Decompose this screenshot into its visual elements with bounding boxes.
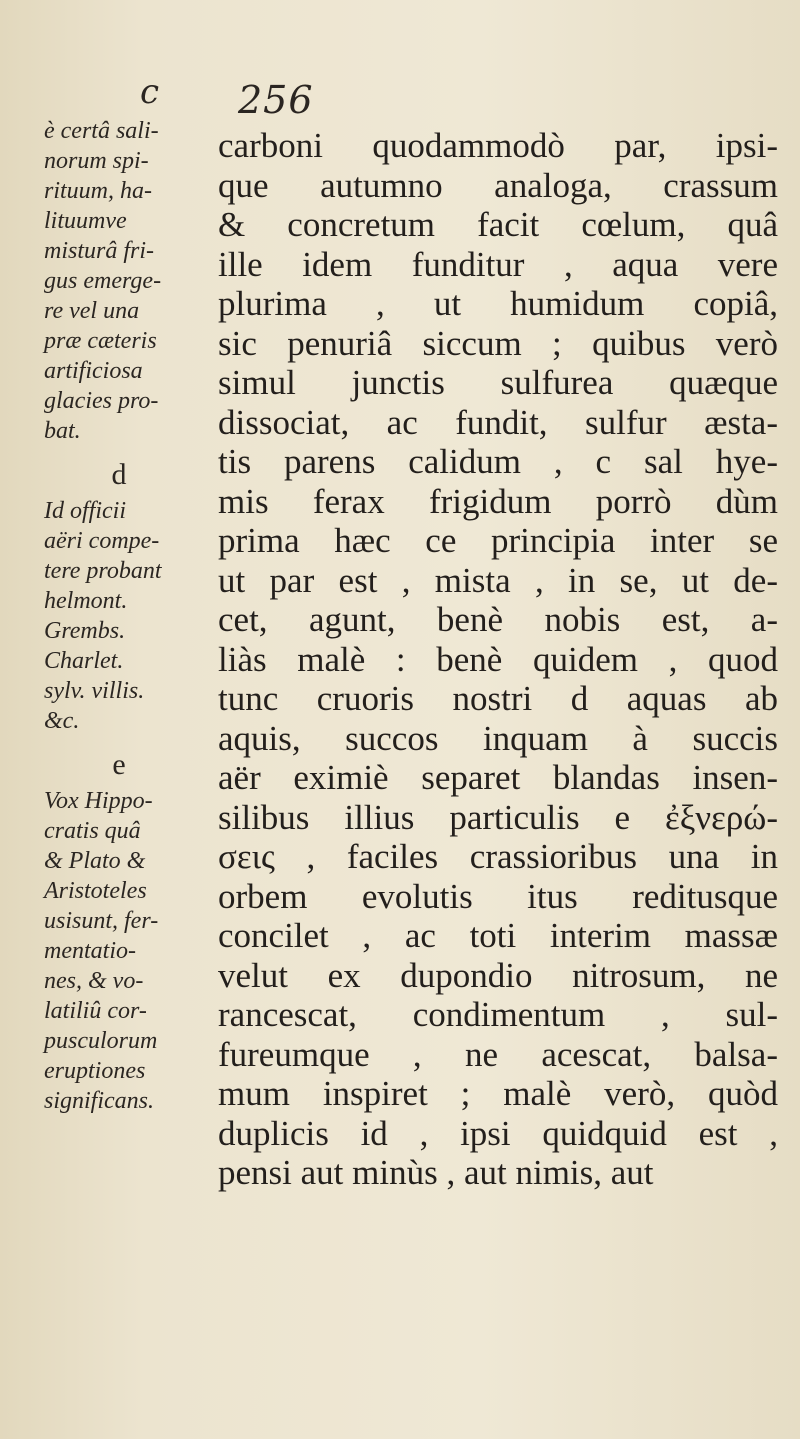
text-line: simul junctis sulfurea quæque (218, 363, 778, 402)
margin-note-line: misturâ fri- (44, 238, 155, 264)
margin-note-line: Id officii (44, 498, 126, 524)
margin-note-line: è certâ sali- (44, 118, 159, 144)
margin-note-line: eruptiones (44, 1058, 146, 1084)
margin-note-letter: e (112, 748, 126, 781)
margin-note-line: &c. (44, 708, 80, 734)
text-line: plurima , ut humidum copiâ, (218, 284, 778, 323)
margin-note-line: sylv. villis. (44, 678, 145, 704)
margin-note-line: usisunt, fer- (44, 908, 159, 934)
margin-notes (44, 116, 216, 1130)
margin-note-line: mentatio- (44, 938, 136, 964)
text-line: prima hæc ce principia inter se (218, 521, 778, 560)
margin-note-line: pusculorum (44, 1028, 158, 1054)
margin-note-line: & Plato & (44, 848, 146, 874)
main-text-column (218, 126, 778, 1193)
margin-note-line: Aristoteles (44, 878, 147, 904)
text-line: carboni quodammodò par, ipsi- (218, 126, 778, 165)
margin-note-letter: d (111, 458, 127, 491)
text-line: σεις , faciles crassioribus una in (218, 837, 778, 876)
margin-note-line: bat. (44, 418, 81, 444)
margin-note-line: latiliû cor- (44, 998, 147, 1024)
text-line: mum inspiret ; malè verò, quòd (218, 1074, 778, 1113)
text-line: rancescat, condimentum , sul- (218, 995, 778, 1034)
page-number: 256 (238, 78, 314, 122)
text-line: mis ferax frigidum porrò dùm (218, 481, 778, 521)
text-line: sic penuriâ siccum ; quibus verò (218, 323, 778, 363)
margin-note-line: norum spi- (44, 148, 149, 174)
text-line: que autumno analoga, crassum (218, 165, 778, 205)
margin-note-line: præ cæteris (44, 328, 157, 354)
margin-note-line: artificiosa (44, 358, 143, 384)
text-line: velut ex dupondio nitrosum, ne (218, 955, 778, 995)
margin-note-line: Vox Hippo- (44, 788, 153, 814)
text-line: duplicis id , ipsi quidquid est , (218, 1113, 778, 1153)
margin-note-line: tere probant (44, 558, 162, 584)
text-line: ut par est , mista , in se, ut de- (218, 560, 778, 600)
margin-note-line: Charlet. (44, 648, 124, 674)
text-line: orbem evolutis itus reditusque (218, 876, 778, 916)
margin-note-line: re vel una (44, 298, 140, 324)
text-line: aër eximiè separet blandas insen- (218, 758, 778, 797)
text-line: liàs malè : benè quidem , quod (218, 639, 778, 679)
margin-reference-letter: c (140, 72, 160, 112)
margin-note-line: rituum, ha- (44, 178, 152, 204)
text-line: fureumque , ne acescat, balsa- (218, 1034, 778, 1074)
margin-note-line: glacies pro- (44, 388, 159, 414)
text-line: concilet , ac toti interim massæ (218, 916, 778, 955)
page-header (0, 72, 800, 122)
text-line: & concretum facit cœlum, quâ (218, 205, 778, 244)
text-line: tis parens calidum , c sal hye- (218, 442, 778, 481)
text-line: tunc cruoris nostri d aquas ab (218, 679, 778, 718)
margin-note-line: significans. (44, 1088, 155, 1114)
margin-note (44, 460, 216, 736)
text-line: cet, agunt, benè nobis est, a- (218, 600, 778, 639)
text-line: aquis, succos inquam à succis (218, 718, 778, 758)
margin-note (44, 116, 216, 446)
margin-note-line: nes, & vo- (44, 968, 144, 994)
text-line: dissociat, ac fundit, sulfur æsta- (218, 402, 778, 442)
margin-note (44, 750, 216, 1116)
margin-note-line: aëri compe- (44, 528, 160, 554)
text-line: pensi aut minùs , aut nimis, aut (218, 1153, 654, 1192)
margin-note-line: helmont. (44, 588, 128, 614)
margin-note-line: Grembs. (44, 618, 126, 644)
text-line: ille idem funditur , aqua vere (218, 244, 778, 284)
margin-note-line: gus emerge- (44, 268, 162, 294)
text-line: silibus illius particulis e ἐξνερώ- (218, 797, 778, 837)
margin-note-line: lituumve (44, 208, 127, 234)
margin-note-line: cratis quâ (44, 818, 141, 844)
